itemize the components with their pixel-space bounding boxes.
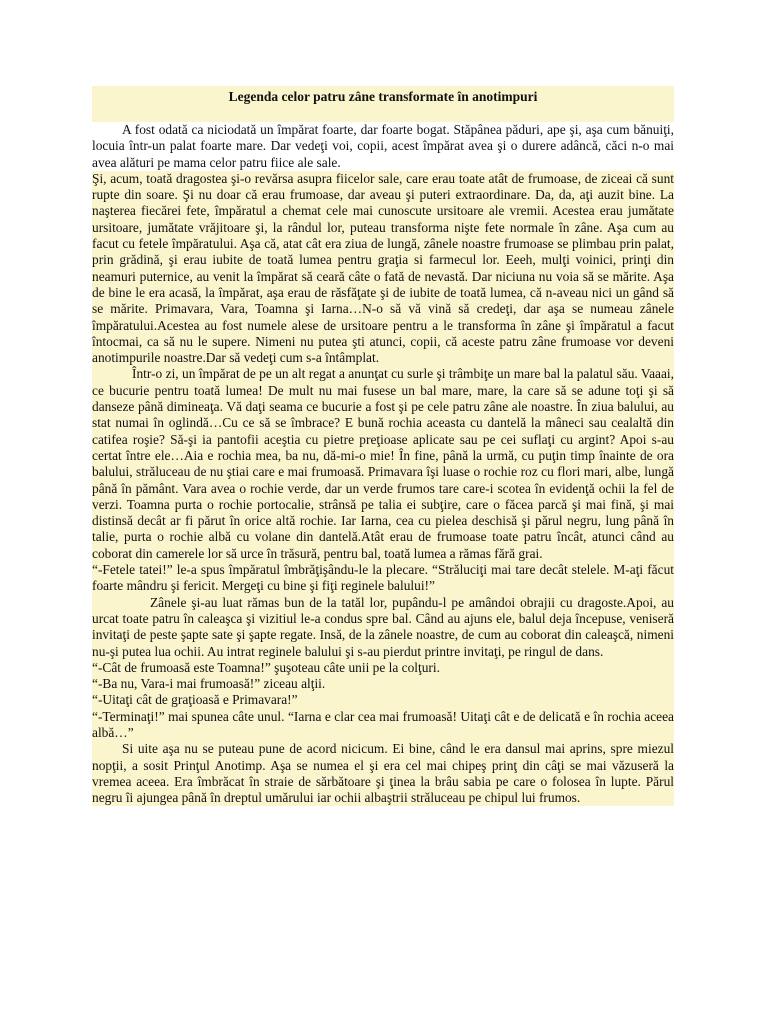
paragraph-dialogue-1: “-Cât de frumoasă este Toamna!” şuşoteau câte unii pe la colţuri. bbox=[92, 660, 674, 676]
paragraph-arrival: Zânele şi-au luat rămas bun de la tatăl lor, pupându-l pe amândoi obrajii cu dragoste.Apoi, au urcat toate patru în caleaşca şi vizitiul le-a condus spre bal. Când au ajuns ele, balul deja începuse, veniseră invitaţi de peste şapte sate şi şapte regate. Insă, de la zânele noastre, de cum au coborat din caleaşcă, nimeni nu-şi putea lua ochii. Au intrat reginele balului şi s-au pierdut printre invitaţi, pe ringul de dans. bbox=[92, 594, 674, 659]
paragraph-dialogue-3: “-Uitaţi cât de graţioasă e Primavara!” bbox=[92, 692, 674, 708]
document-body bbox=[92, 122, 674, 806]
paragraph-intro: A fost odată ca niciodată un împărat foarte, dar foarte bogat. Stăpânea păduri, ape şi, aşa cum bănuiţi, locuia într-un palat foarte mare. Dar vedeţi voi, copii, acest împărat avea şi o durere adâncă, căci n-o mai avea alături pe mama celor patru fiice ale sale. bbox=[92, 122, 674, 170]
paragraph-dialogue-4: “-Terminaţi!” mai spunea câte unul. “Iarna e clar cea mai frumoasă! Uitaţi cât e de delicată e în rochia aceea albă…” bbox=[92, 708, 674, 740]
paragraph-emperor-quote: “-Fetele tatei!” le-a spus împăratul îmbrăţişându-le la plecare. “Străluciţi mai tare decât stelele. M-aţi făcut foarte mândru şi fericit. Mergeţi cu bine şi fiţi reginele balului!” bbox=[92, 562, 674, 594]
paragraph-prince: Si uite aşa nu se puteau pune de acord nicicum. Ei bine, când le era dansul mai aprins, spre miezul nopţii, a sosit Prinţul Anotimp. Aşa se numea el şi era cel mai chipeş prinţ din câţi se mai văzuseră la vremea aceea. Era îmbrăcat în straie de sărbătoare şi ţinea la brâu sabia pe care o folosea în lupte. Părul negru îi ajungea până în dreptul umărului iar ochii albaştrii străluceau pe chipul lui frumos. bbox=[92, 741, 674, 806]
paragraph-ball: Într-o zi, un împărat de pe un alt regat a anunţat cu surle şi trâmbiţe un mare bal la palatul său. Vaaai, ce bucurie pentru toată lumea! De mult nu mai fusese un bal mare, mare, la care să se adune toţi şi să danseze până dimineaţa. Vă daţi seama ce bucurie a fost şi pe cele patru zâne ale noastre. În ziua balului, au stat numai în oglindă…Cu ce să se îmbrace? E bună rochia aceasta cu dantelă la mâneci sau cealaltă din catifea roşie? Să-şi ia pantofii aceştia cu pietre preţioase aplicate sau pe cei suflaţi cu argint? Apoi s-au certat între ele…Aia e rochia mea, ba nu, dă-mi-o mie! În fine, până la urmă, cu puţin timp înainte de ora balului, străluceau de nu ştiai care e mai frumoasă. Primavara îşi luase o rochie roz cu flori mari, albe, lungă până în pământ. Vara avea o rochie verde, dar un verde frumos tare care-i scotea în evidenţă ochii la fel de verzi. Toamna purta o rochie portocalie, strânsă pe talia ei subţire, care o făcea parcă şi mai fină, şi mai distinsă decât ar fi părut în orice altă rochie. Iar Iarna, cea cu pielea deschisă şi părul negru, lung până în talie, purta o rochie albă cu volane din dantelă.Atât erau de frumoase toate patru încât, atunci când au coborat din camerele lor să urce în trăsură, pentru bal, toată lumea a rămas fără grai. bbox=[92, 366, 674, 561]
document-title: Legenda celor patru zâne transformate în anotimpuri bbox=[228, 89, 538, 104]
paragraph-dialogue-2: “-Ba nu, Vara-i mai frumoasă!” ziceau alţii. bbox=[92, 676, 674, 692]
paragraph-daughters: Şi, acum, toată dragostea şi-o revărsa asupra fiicelor sale, care erau toate atât de frumoase, de ziceai că sunt rupte din soare. Şi nu doar că erau frumoase, dar aveau şi puteri extraordinare. Da, da, aţi auzit bine. La naşterea fiecărei fete, împăratul a chemat cele mai cunoscute ursitoare ale vremii. Acestea erau jumătate ursitoare, jumătate vrăjitoare şi, la rândul lor, puteau transforma nişte fete normale în zâne. Aşa cum au facut cu fetele împăratului. Aşa că, atat cât era ziua de lungă, zânele noastre frumoase se plimbau prin palat, prin grădină, şi erau iubite de toată lumea pentru graţia si farmecul lor. Eeeh, mulţi voinici, prinţi din neamuri puternice, au venit la împărat să ceară câte o fată de nevastă. Dar niciuna nu voia să se mărite. Aşa de bine le era acasă, la împărat, aşa erau de răsfăţate şi de iubite de toată lumea, că n-aveau nici un gând să se mărite. Primavara, Vara, Toamna şi Iarna…N-o să vă vină să credeţi, dar aşa se numeau zânele împăratului.Acestea au fost numele alese de ursitoare pentru a le transforma în zâne şi împăratul a facut întocmai, ca să nu le supere. Nimeni nu putea şti atunci, copii, că aceste patru zâne frumoase vor deveni anotimpurile noastre.Dar să vedeţi cum s-a întâmplat. bbox=[92, 170, 674, 366]
